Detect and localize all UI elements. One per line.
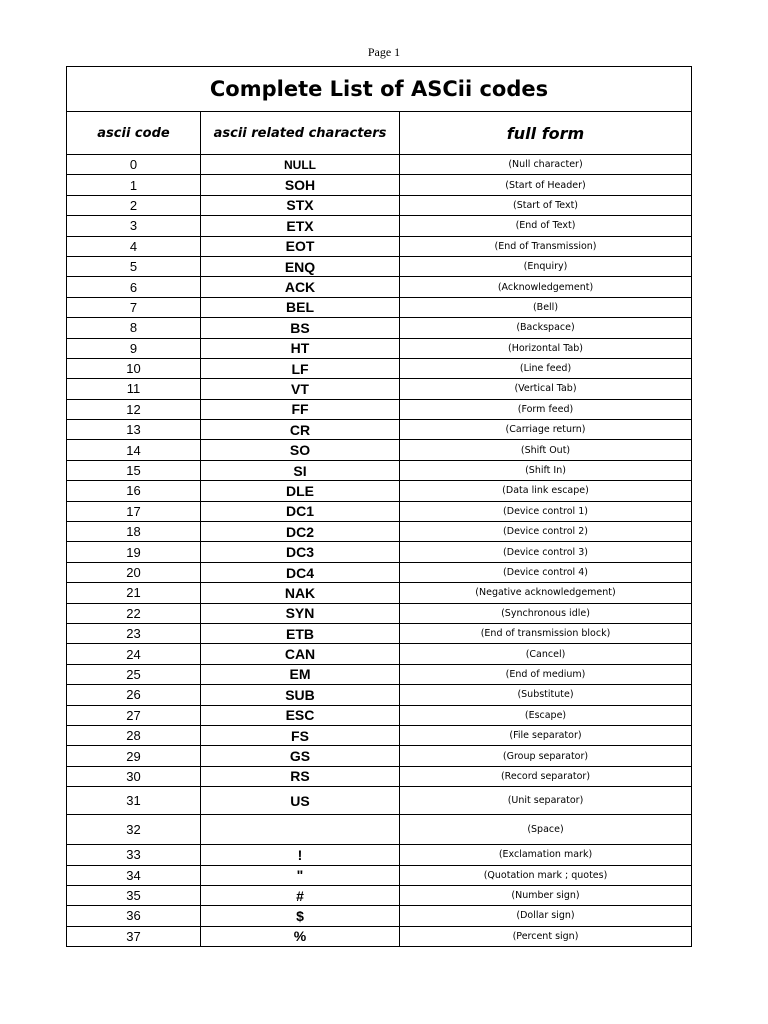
ascii-code-cell: 5 xyxy=(67,256,201,276)
full-form-cell: (Enquiry) xyxy=(400,256,692,276)
table-row xyxy=(67,277,692,297)
table-row xyxy=(67,865,692,885)
table-row xyxy=(67,481,692,501)
column-header-full-form: full form xyxy=(400,112,692,155)
ascii-character-cell: BEL xyxy=(201,297,400,317)
table-row xyxy=(67,379,692,399)
ascii-character-cell: # xyxy=(201,885,400,905)
table-row xyxy=(67,562,692,582)
table-row xyxy=(67,766,692,786)
table-row xyxy=(67,664,692,684)
full-form-cell: (Group separator) xyxy=(400,746,692,766)
ascii-character-cell: ETX xyxy=(201,216,400,236)
full-form-cell: (Backspace) xyxy=(400,318,692,338)
ascii-character-cell: RS xyxy=(201,766,400,786)
ascii-code-cell: 14 xyxy=(67,440,201,460)
table-row xyxy=(67,623,692,643)
table-row xyxy=(67,420,692,440)
ascii-character-cell: SUB xyxy=(201,685,400,705)
ascii-code-cell: 2 xyxy=(67,195,201,215)
full-form-cell: (Substitute) xyxy=(400,685,692,705)
ascii-character-cell: ACK xyxy=(201,277,400,297)
ascii-code-cell: 16 xyxy=(67,481,201,501)
full-form-cell: (Start of Text) xyxy=(400,195,692,215)
ascii-character-cell: VT xyxy=(201,379,400,399)
full-form-cell: (Form feed) xyxy=(400,399,692,419)
table-row xyxy=(67,460,692,480)
full-form-cell: (Device control 4) xyxy=(400,562,692,582)
table-row xyxy=(67,318,692,338)
table-row xyxy=(67,338,692,358)
ascii-character-cell: FF xyxy=(201,399,400,419)
ascii-character-cell: FS xyxy=(201,725,400,745)
full-form-cell: (Null character) xyxy=(400,155,692,175)
ascii-code-cell: 23 xyxy=(67,623,201,643)
table-row xyxy=(67,297,692,317)
full-form-cell: (Line feed) xyxy=(400,358,692,378)
full-form-cell: (Negative acknowledgement) xyxy=(400,583,692,603)
table-row xyxy=(67,746,692,766)
ascii-code-cell: 0 xyxy=(67,155,201,175)
table-row xyxy=(67,906,692,926)
table-row xyxy=(67,926,692,946)
full-form-cell: (Bell) xyxy=(400,297,692,317)
table-row xyxy=(67,236,692,256)
ascii-character-cell: SYN xyxy=(201,603,400,623)
table-row xyxy=(67,583,692,603)
ascii-code-cell: 37 xyxy=(67,926,201,946)
ascii-character-cell: NAK xyxy=(201,583,400,603)
table-row xyxy=(67,501,692,521)
ascii-code-cell: 35 xyxy=(67,885,201,905)
ascii-character-cell: ENQ xyxy=(201,256,400,276)
full-form-cell: (Synchronous idle) xyxy=(400,603,692,623)
ascii-code-cell: 28 xyxy=(67,725,201,745)
table-row xyxy=(67,358,692,378)
table-row xyxy=(67,542,692,562)
ascii-code-cell: 15 xyxy=(67,460,201,480)
ascii-code-cell: 34 xyxy=(67,865,201,885)
full-form-cell: (End of Text) xyxy=(400,216,692,236)
full-form-cell: (Carriage return) xyxy=(400,420,692,440)
full-form-cell: (File separator) xyxy=(400,725,692,745)
ascii-character-cell: SI xyxy=(201,460,400,480)
ascii-character-cell: DLE xyxy=(201,481,400,501)
full-form-cell: (End of Transmission) xyxy=(400,236,692,256)
ascii-character-cell: CR xyxy=(201,420,400,440)
table-row xyxy=(67,399,692,419)
table-row xyxy=(67,440,692,460)
ascii-character-cell: % xyxy=(201,926,400,946)
table-row xyxy=(67,644,692,664)
full-form-cell: (Percent sign) xyxy=(400,926,692,946)
ascii-code-cell: 17 xyxy=(67,501,201,521)
page-number-label: Page 1 xyxy=(367,45,401,59)
table-row xyxy=(67,175,692,195)
table-row xyxy=(67,787,692,815)
ascii-character-cell: BS xyxy=(201,318,400,338)
full-form-cell: (End of transmission block) xyxy=(400,623,692,643)
full-form-cell: (Number sign) xyxy=(400,885,692,905)
table-row xyxy=(67,845,692,865)
full-form-cell: (Device control 2) xyxy=(400,522,692,542)
ascii-character-cell: DC3 xyxy=(201,542,400,562)
ascii-code-cell: 21 xyxy=(67,583,201,603)
full-form-cell: (End of medium) xyxy=(400,664,692,684)
ascii-code-cell: 31 xyxy=(67,787,201,815)
full-form-cell: (Escape) xyxy=(400,705,692,725)
table-row xyxy=(67,705,692,725)
column-header-related-characters: ascii related characters xyxy=(201,112,400,155)
ascii-code-cell: 32 xyxy=(67,815,201,845)
ascii-character-cell: LF xyxy=(201,358,400,378)
ascii-character-cell: " xyxy=(201,865,400,885)
full-form-cell: (Shift In) xyxy=(400,460,692,480)
ascii-character-cell: STX xyxy=(201,195,400,215)
full-form-cell: (Device control 3) xyxy=(400,542,692,562)
ascii-code-cell: 11 xyxy=(67,379,201,399)
ascii-character-cell: DC1 xyxy=(201,501,400,521)
column-header-ascii-code: ascii code xyxy=(67,112,201,155)
ascii-code-cell: 22 xyxy=(67,603,201,623)
ascii-code-cell: 4 xyxy=(67,236,201,256)
ascii-code-cell: 10 xyxy=(67,358,201,378)
full-form-cell: (Record separator) xyxy=(400,766,692,786)
ascii-character-cell: DC4 xyxy=(201,562,400,582)
ascii-code-cell: 36 xyxy=(67,906,201,926)
full-form-cell: (Cancel) xyxy=(400,644,692,664)
table-row xyxy=(67,685,692,705)
ascii-character-cell: SO xyxy=(201,440,400,460)
table-row xyxy=(67,815,692,845)
full-form-cell: (Data link escape) xyxy=(400,481,692,501)
table-row xyxy=(67,522,692,542)
ascii-code-cell: 24 xyxy=(67,644,201,664)
full-form-cell: (Exclamation mark) xyxy=(400,845,692,865)
ascii-code-cell: 8 xyxy=(67,318,201,338)
table-row xyxy=(67,155,692,175)
ascii-code-cell: 25 xyxy=(67,664,201,684)
ascii-code-cell: 33 xyxy=(67,845,201,865)
ascii-character-cell: EM xyxy=(201,664,400,684)
full-form-cell: (Space) xyxy=(400,815,692,845)
ascii-character-cell: ETB xyxy=(201,623,400,643)
ascii-character-cell: GS xyxy=(201,746,400,766)
ascii-character-cell xyxy=(201,815,400,845)
ascii-character-cell: NULL xyxy=(201,155,400,175)
ascii-code-cell: 3 xyxy=(67,216,201,236)
ascii-code-cell: 12 xyxy=(67,399,201,419)
ascii-code-cell: 1 xyxy=(67,175,201,195)
ascii-character-cell: EOT xyxy=(201,236,400,256)
ascii-code-cell: 6 xyxy=(67,277,201,297)
ascii-character-cell: SOH xyxy=(201,175,400,195)
ascii-code-cell: 20 xyxy=(67,562,201,582)
ascii-code-cell: 7 xyxy=(67,297,201,317)
ascii-code-cell: 30 xyxy=(67,766,201,786)
ascii-code-cell: 18 xyxy=(67,522,201,542)
ascii-code-cell: 9 xyxy=(67,338,201,358)
full-form-cell: (Start of Header) xyxy=(400,175,692,195)
full-form-cell: (Horizontal Tab) xyxy=(400,338,692,358)
full-form-cell: (Dollar sign) xyxy=(400,906,692,926)
ascii-character-cell: DC2 xyxy=(201,522,400,542)
ascii-code-cell: 26 xyxy=(67,685,201,705)
full-form-cell: (Quotation mark ; quotes) xyxy=(400,865,692,885)
ascii-character-cell: ! xyxy=(201,845,400,865)
full-form-cell: (Unit separator) xyxy=(400,787,692,815)
full-form-cell: (Device control 1) xyxy=(400,501,692,521)
ascii-character-cell: US xyxy=(201,787,400,815)
table-row xyxy=(67,603,692,623)
ascii-character-cell: ESC xyxy=(201,705,400,725)
ascii-code-cell: 19 xyxy=(67,542,201,562)
ascii-code-cell: 27 xyxy=(67,705,201,725)
full-form-cell: (Acknowledgement) xyxy=(400,277,692,297)
full-form-cell: (Vertical Tab) xyxy=(400,379,692,399)
table-row xyxy=(67,885,692,905)
ascii-character-cell: HT xyxy=(201,338,400,358)
ascii-code-cell: 13 xyxy=(67,420,201,440)
ascii-character-cell: CAN xyxy=(201,644,400,664)
full-form-cell: (Shift Out) xyxy=(400,440,692,460)
ascii-table xyxy=(66,66,692,947)
ascii-character-cell: $ xyxy=(201,906,400,926)
table-row xyxy=(67,216,692,236)
table-title: Complete List of ASCii codes xyxy=(67,67,692,112)
table-row xyxy=(67,256,692,276)
table-row xyxy=(67,725,692,745)
ascii-code-cell: 29 xyxy=(67,746,201,766)
table-row xyxy=(67,195,692,215)
